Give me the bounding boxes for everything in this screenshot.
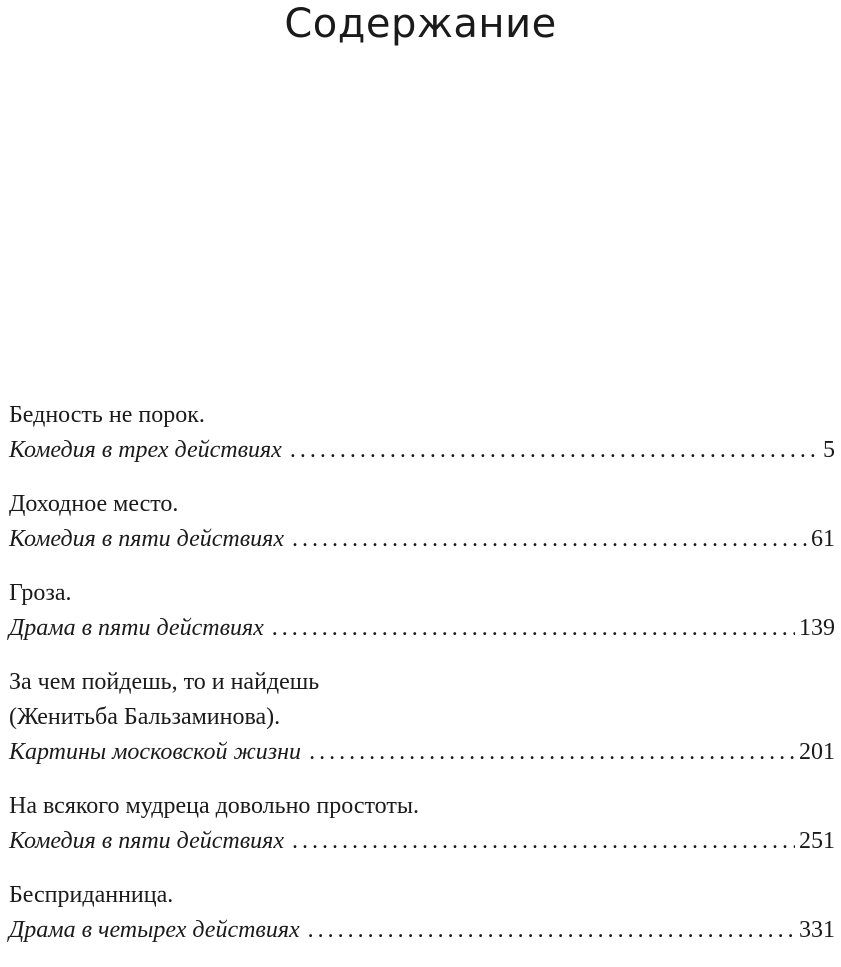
entry-genre: Комедия в пяти действиях [9, 828, 284, 854]
entry-title: Гроза. [9, 580, 72, 606]
toc-entry[interactable] [9, 487, 835, 556]
entry-genre: Картины московской жизни [9, 739, 302, 765]
dot-leader [292, 522, 807, 556]
entry-title: Доходное место. [9, 491, 179, 517]
entry-genre: Комедия в пяти действиях [9, 526, 284, 552]
dot-leader [309, 735, 795, 769]
entry-page-number: 139 [799, 615, 835, 641]
toc-entry[interactable] [9, 398, 835, 467]
entry-title: Бесприданница. [9, 882, 174, 908]
entry-title-continuation: (Женитьба Бальзаминова). [9, 704, 281, 730]
dot-leader [290, 433, 819, 467]
entry-page-number: 201 [799, 739, 835, 765]
entry-genre: Комедия в трех действиях [9, 437, 282, 463]
table-of-contents [9, 398, 835, 967]
entry-subline [9, 913, 835, 947]
entry-subline [9, 611, 835, 645]
entry-subline [9, 522, 835, 556]
entry-title: На всякого мудреца довольно простоты. [9, 793, 419, 819]
entry-page-number: 251 [799, 828, 835, 854]
entry-genre: Драма в четырех действиях [9, 917, 300, 943]
toc-entry[interactable] [9, 789, 835, 858]
dot-leader [292, 824, 795, 858]
dot-leader [308, 913, 795, 947]
entry-subline [9, 735, 835, 769]
toc-entry[interactable] [9, 576, 835, 645]
dot-leader [272, 611, 795, 645]
entry-page-number: 5 [823, 437, 835, 463]
toc-entry[interactable] [9, 878, 835, 947]
entry-title: За чем пойдешь, то и найдешь [9, 669, 320, 695]
entry-title: Бедность не порок. [9, 402, 205, 428]
entry-subline [9, 824, 835, 858]
entry-subline [9, 433, 835, 467]
entry-genre: Драма в пяти действиях [9, 615, 264, 641]
entry-page-number: 331 [799, 917, 835, 943]
entry-page-number: 61 [811, 526, 835, 552]
page-title: Содержание [284, 1, 557, 47]
toc-entry[interactable] [9, 665, 835, 769]
